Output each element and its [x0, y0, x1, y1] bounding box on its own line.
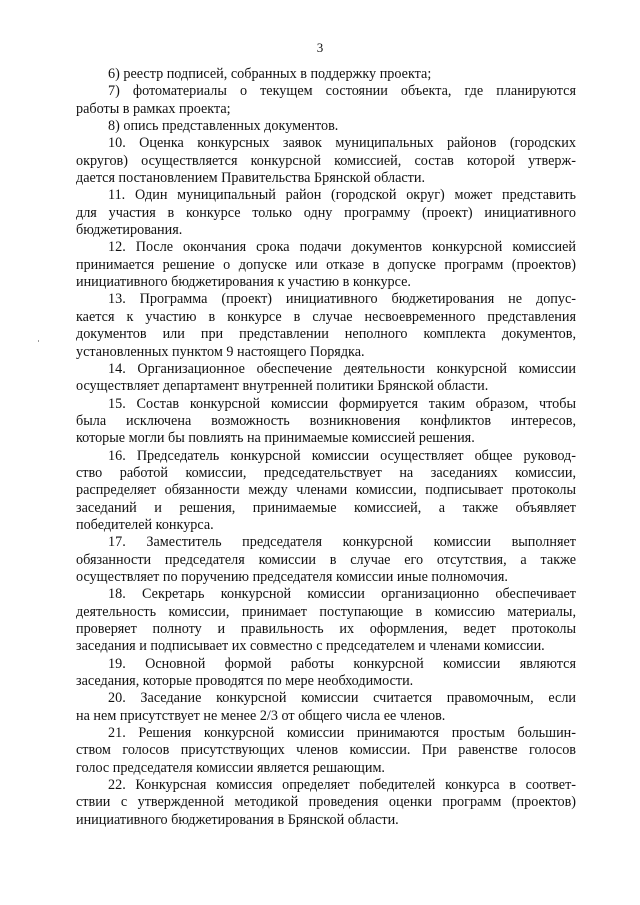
page-number: 3 — [316, 40, 324, 55]
paragraph-line: установленных пунктом 9 настоящего Порядка. — [76, 343, 365, 360]
paragraph — [76, 656, 576, 691]
paragraph — [76, 187, 576, 239]
paragraph-line: которые могли бы повлиять на принимаемые комиссией решения. — [76, 430, 475, 447]
paragraph-line: заседания, которые проводятся по мере необходимости. — [76, 673, 414, 690]
paragraph-line: ствии с утвержденной методикой проведения оценки программ (проектов) — [76, 794, 576, 811]
paragraph-line: заседания и подписывает их совместно с председателем и членами комиссии. — [76, 638, 545, 655]
paragraph — [76, 777, 576, 829]
paragraph-line: осуществляет департамент внутренней политики Брянской области. — [76, 378, 489, 395]
paragraph — [76, 118, 576, 135]
paragraph-line: 11. Один муниципальный район (городской округ) может представить — [108, 187, 576, 204]
paragraph-line: принимается решение о допуске или отказе в допуске программ (проектов) — [76, 256, 576, 273]
paragraph — [76, 66, 576, 83]
paragraph — [76, 586, 576, 655]
paragraph-line: работы в рамках проекта; — [76, 100, 231, 117]
paragraph — [76, 725, 576, 777]
paragraph-line: голос председателя комиссии является решающим. — [76, 759, 385, 776]
paragraph-line: заседаний и решения, принимаемые комиссией, а также объявляет — [76, 499, 576, 516]
document-body — [76, 66, 576, 829]
paragraph-line: на нем присутствует не менее 2/3 от общего числа ее членов. — [76, 707, 446, 724]
paragraph-line: 18. Секретарь конкурсной комиссии организационно обеспечивает — [108, 586, 576, 603]
paragraph-line: деятельность комиссии, принимает поступающие в комиссию материалы, — [76, 603, 576, 620]
paragraph-line: обязанности председателя комиссии в случае его отсутствия, а также — [76, 551, 576, 568]
paragraph-line: 10. Оценка конкурсных заявок муниципальных районов (городских — [108, 135, 576, 152]
paragraph-line: 6) реестр подписей, собранных в поддержку проекта; — [108, 66, 432, 82]
paragraph-line: была исключена возможность возникновения конфликтов интересов, — [76, 412, 576, 429]
paragraph — [76, 83, 576, 118]
paragraph — [76, 690, 576, 725]
paragraph — [76, 448, 576, 535]
paragraph-line: для участия в конкурсе только одну программу (проект) инициативного — [76, 204, 576, 221]
paragraph-line: 20. Заседание конкурсной комиссии считается правомочным, если — [108, 690, 576, 707]
paragraph — [76, 361, 576, 396]
paragraph-line: 17. Заместитель председателя конкурсной комиссии выполняет — [108, 534, 576, 551]
paragraph-line: бюджетирования. — [76, 222, 183, 239]
paragraph-line: инициативного бюджетирования к участию в конкурсе. — [76, 274, 411, 291]
paragraph — [76, 239, 576, 291]
paragraph — [76, 534, 576, 586]
paragraph-line: 12. После окончания срока подачи документов конкурсной комиссией — [108, 239, 576, 256]
paragraph-line: документов или при представлении неполного комплекта документов, — [76, 326, 576, 343]
paragraph — [76, 135, 576, 187]
paragraph-line: 13. Программа (проект) инициативного бюджетирования не допус- — [108, 291, 576, 308]
paragraph-line: инициативного бюджетирования в Брянской области. — [76, 811, 399, 828]
paragraph-line: ство работой комиссии, председательствует на заседаниях комиссии, — [76, 464, 576, 481]
paragraph — [76, 291, 576, 360]
paragraph-line: 22. Конкурсная комиссия определяет победителей конкурса в соответ- — [108, 777, 576, 794]
paragraph-line: проверяет полноту и правильность их оформления, ведет протоколы — [76, 621, 576, 637]
margin-mark — [38, 340, 39, 342]
paragraph-line: кается к участию в конкурсе в случае несвоевременного представления — [76, 308, 576, 325]
paragraph-line: 16. Председатель конкурсной комиссии осуществляет общее руковод- — [108, 447, 576, 464]
paragraph-line: 21. Решения конкурсной комиссии принимаются простым большин- — [108, 725, 576, 742]
paragraph-line: ством голосов присутствующих членов комиссии. При равенстве голосов — [76, 742, 576, 759]
paragraph-line: дается постановлением Правительства Брянской области. — [76, 170, 426, 187]
paragraph-line: округов) осуществляется конкурсной комиссией, состав которой утверж- — [76, 152, 576, 169]
paragraph-line: 8) опись представленных документов. — [108, 118, 339, 135]
paragraph-line: 15. Состав конкурсной комиссии формируется таким образом, чтобы — [108, 395, 576, 412]
paragraph-line: осуществляет по поручению председателя комиссии иные полномочия. — [76, 568, 508, 585]
paragraph-line: распределяет обязанности между членами комиссии, подписывает протоколы — [76, 482, 576, 499]
paragraph-line: победителей конкурса. — [76, 516, 214, 533]
paragraph — [76, 396, 576, 448]
paragraph-line: 14. Организационное обеспечение деятельности конкурсной комиссии — [108, 360, 576, 377]
paragraph-line: 19. Основной формой работы конкурсной комиссии являются — [108, 655, 576, 672]
paragraph-line: 7) фотоматериалы о текущем состоянии объекта, где планируются — [108, 83, 576, 100]
